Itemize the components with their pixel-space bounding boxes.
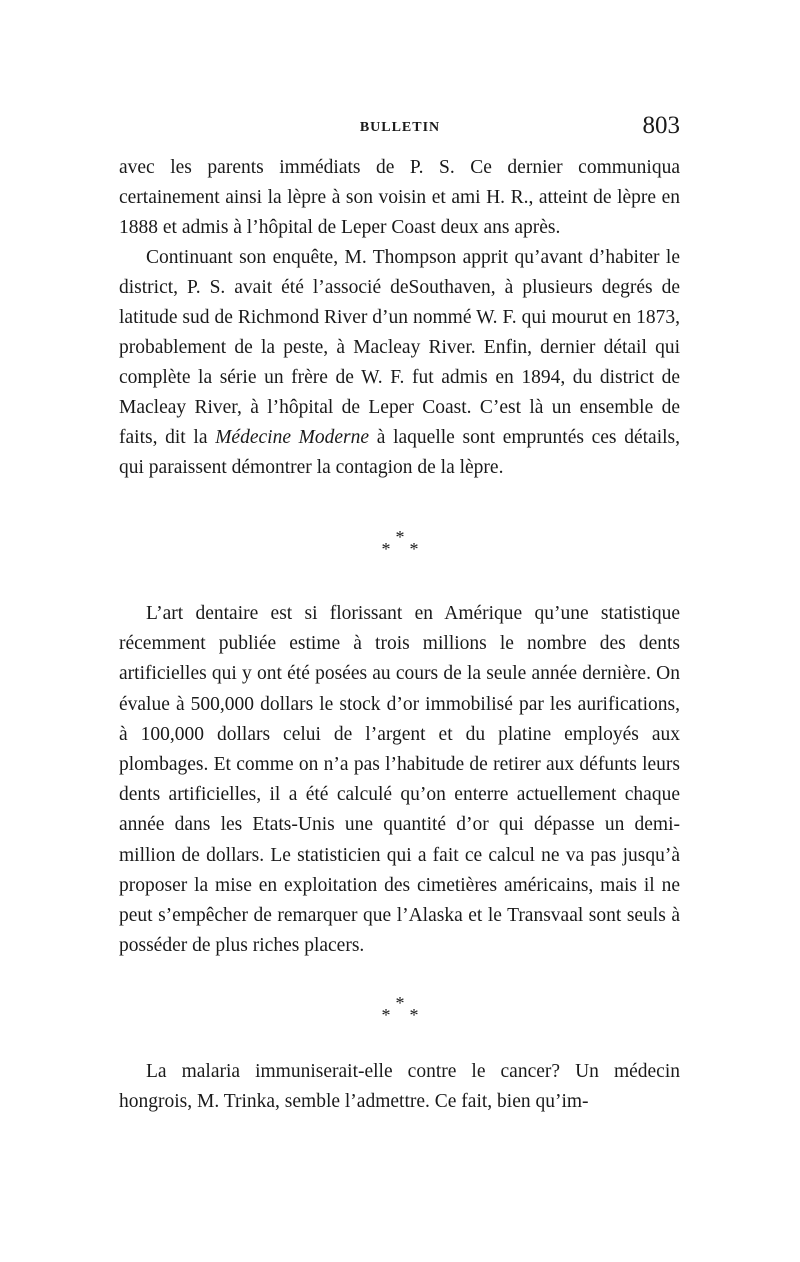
paragraph-leprosy-continued: avec les parents immédiats de P. S. Ce dernier communiqua certainement ainsi la lèpre à son voisin et ami H. R., atteint de lèpre en 1888 et admis à l’hôpital de Leper Coast deux ans après.: [119, 157, 680, 238]
asterisk: *: [381, 1005, 391, 1026]
asterisk: *: [409, 1005, 419, 1026]
page-header: [120, 112, 680, 142]
asterisk: *: [409, 539, 419, 559]
journal-title: Médecine Moderne: [215, 427, 370, 448]
running-title: BULLETIN: [359, 120, 441, 135]
asterism-separator: [370, 993, 430, 1026]
paragraph-text: Continuant son enquête, M. Thompson apprit qu’avant d’habiter le district, P. S. avait été l’associé deSouthaven, à plusieurs degrés de latitude sud de Richmond River d’un nommé W. F. qui mourut en 1873, probablement de la peste, à Macleay River. Enfin, dernier détail qui complète la série un frère de W. F. fut admis en 1894, du district de Macleay River, à l’hôpital de Leper Coast. C’est là un ensemble de faits, dit la: [119, 247, 680, 448]
asterisk: *: [381, 539, 391, 559]
paragraph-text: à laquelle sont empruntés ces détails, qui paraissent démontrer la contagion de la lèpre.: [119, 427, 680, 478]
asterisk: *: [395, 527, 405, 547]
paragraph-thompson-inquiry: [119, 243, 680, 483]
paragraph-malaria-cancer: La malaria immuniserait-elle contre le cancer? Un médecin hongrois, M. Trinka, semble l’admettre. Ce fait, bien qu’im-: [119, 1061, 680, 1113]
body-text: [119, 153, 680, 1117]
paragraph-dental-gold: L’art dentaire est si florissant en Amérique qu’une statistique récemment publiée estime à trois millions le nombre des dents artificielles qui y ont été posées au cours de la seule année dernière. On évalue à 500,000 dollars le stock d’or immobilisé par les aurifications, à 100,000 dollars celui de l’argent et du platine employés aux plombages. Et comme on n’a pas l’habitude de retirer aux défunts leurs dents artificielles, il a été calculé qu’on enterre actuellement chaque année dans les Etats-Unis une quantité d’or qui dépasse un demi-million de dollars. Le statisticien qui a fait ce calcul ne va pas jusqu’à proposer la mise en exploitation des cimetières américains, mais il ne peut s’empêcher de remarquer que l’Alaska et le Transvaal sont seuls à posséder de plus riches placers.: [119, 603, 680, 957]
page-number: 803: [642, 112, 680, 139]
asterisk: *: [395, 993, 405, 1014]
asterism-separator: [370, 527, 430, 559]
